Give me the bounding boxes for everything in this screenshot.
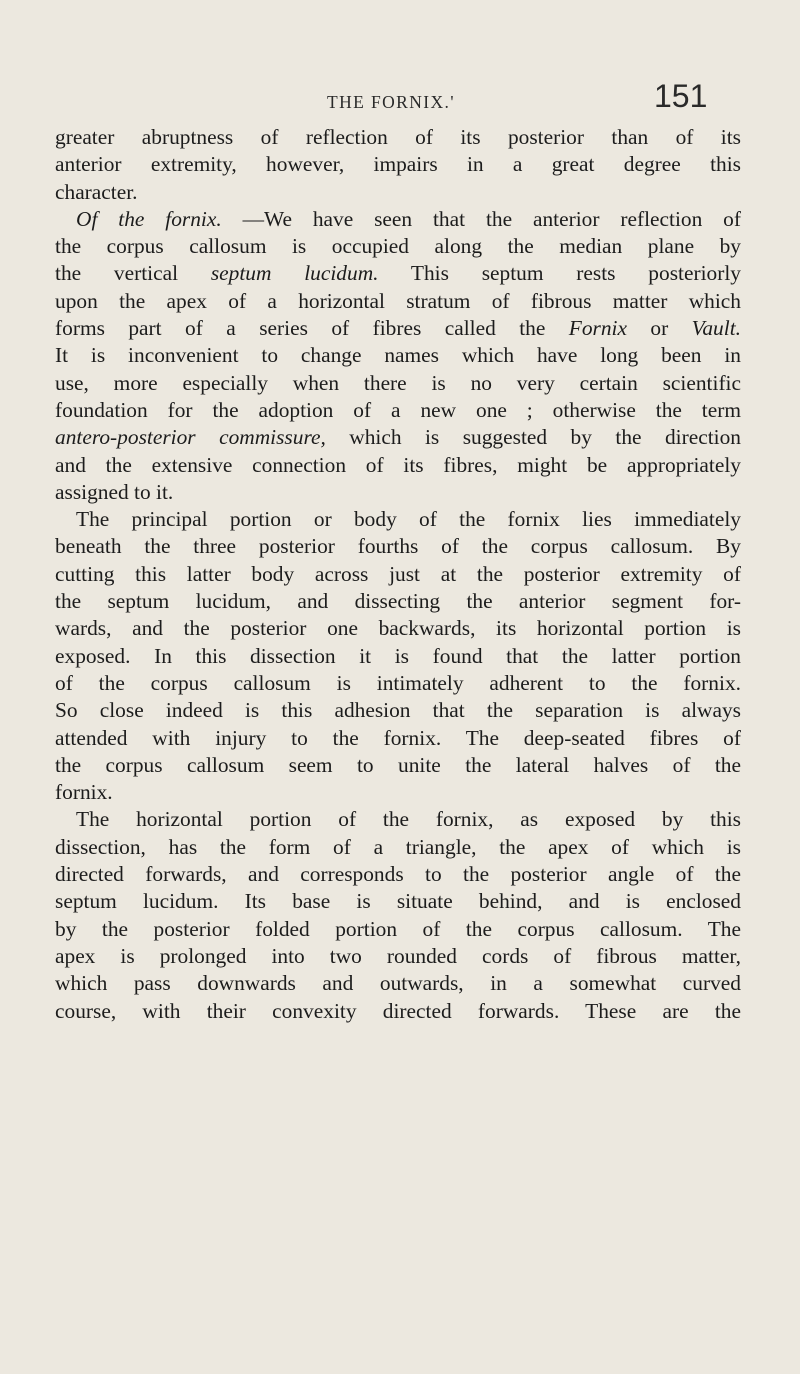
text-line: character.	[55, 179, 138, 204]
text-line: attended with injury to the fornix. The deep-seated fibres of	[55, 725, 741, 750]
text-line: use, more especially when there is no very certain scientific	[55, 370, 741, 395]
running-head: THE FORNIX.'	[327, 92, 455, 112]
text-line: assigned to it.	[55, 479, 174, 504]
paragraph-1	[55, 124, 741, 206]
text-line: antero-posterior commissure, which is suggested by the direction	[55, 425, 741, 450]
text-line: upon the apex of a horizontal stratum of fibrous matter which	[55, 288, 741, 313]
text-line: which pass downwards and outwards, in a somewhat curved	[55, 971, 741, 996]
text-line: the vertical septum lucidum. This septum rests posteriorly	[55, 261, 741, 286]
text-line: and the extensive connection of its fibres, might be appropriately	[55, 452, 741, 477]
text-line: Of the fornix. —We have seen that the anterior reflection of	[76, 206, 741, 231]
text-line: greater abruptness of reflection of its posterior than of its	[55, 125, 741, 149]
text-line: dissection, has the form of a triangle, the apex of which is	[55, 834, 741, 859]
text-line: directed forwards, and corresponds to the posterior angle of the	[55, 862, 741, 887]
text-line: exposed. In this dissection it is found that the latter portion	[55, 643, 741, 668]
paragraph-4	[55, 806, 741, 1024]
text-line: foundation for the adoption of a new one ; otherwise the term	[55, 397, 741, 422]
term-antero-posterior-commissure: antero-posterior commissure,	[55, 425, 326, 450]
text-line: the septum lucidum, and dissecting the anterior segment for-	[55, 589, 741, 614]
text-line: the corpus callosum seem to unite the lateral halves of the	[55, 752, 741, 777]
text-line: The horizontal portion of the fornix, as exposed by this	[76, 807, 741, 832]
text-line: It is inconvenient to change names which have long been in	[55, 343, 741, 368]
text-line: fornix.	[55, 780, 113, 805]
text-line: The principal portion or body of the fornix lies immediately	[76, 507, 741, 532]
text-line: septum lucidum. Its base is situate behind, and is enclosed	[55, 889, 741, 914]
section-heading: Of the fornix.	[76, 206, 222, 231]
text-line: apex is prolonged into two rounded cords of fibrous matter,	[55, 943, 741, 968]
term-fornix: Fornix	[568, 316, 627, 341]
text-line: the corpus callosum is occupied along the median plane by	[55, 234, 741, 259]
text-line: wards, and the posterior one backwards, its horizontal portion is	[55, 616, 741, 641]
term-vault: Vault.	[691, 316, 741, 341]
text-line: anterior extremity, however, impairs in a great degree this	[55, 152, 741, 177]
paragraph-2	[55, 206, 741, 506]
text-line: forms part of a series of fibres called the Fornix or Vault.	[55, 316, 741, 341]
paragraph-3	[55, 506, 741, 806]
page-number: 151	[654, 78, 708, 114]
text-line: of the corpus callosum is intimately adherent to the fornix.	[55, 670, 741, 695]
text-line: course, with their convexity directed forwards. These are the	[55, 998, 741, 1023]
text-line: cutting this latter body across just at the posterior extremity of	[55, 561, 741, 586]
text-line: by the posterior folded portion of the corpus callosum. The	[55, 916, 741, 941]
text-line: So close indeed is this adhesion that the separation is always	[55, 698, 741, 723]
body-text	[55, 124, 741, 1025]
text-line: beneath the three posterior fourths of the corpus callosum. By	[55, 534, 741, 559]
page-header	[0, 78, 800, 118]
term-septum-lucidum: septum lucidum.	[210, 261, 379, 286]
